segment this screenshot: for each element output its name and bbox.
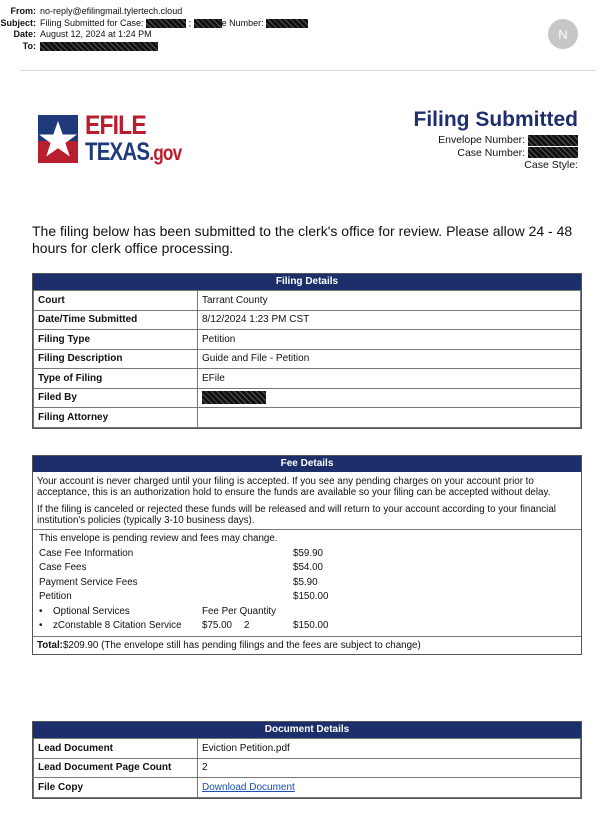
table-row	[34, 369, 581, 389]
row-label: Filing Type	[34, 330, 198, 350]
row-value: Eviction Petition.pdf	[198, 739, 581, 759]
row-label: File Copy	[34, 778, 198, 798]
fee-item-label: Payment Service Fees	[39, 576, 138, 588]
total-value: $209.90 (The envelope still has pending filings and the fees are subject to change)	[62, 639, 421, 651]
table-row	[34, 349, 581, 369]
row-label: Lead Document Page Count	[34, 758, 198, 778]
fee-item-label: Case Fee Information	[39, 547, 134, 559]
optional-services-row	[39, 605, 575, 620]
document-details-header: Document Details	[33, 722, 581, 738]
fee-item-label: Case Fees	[39, 562, 87, 573]
fee-notice-paragraph: Your account is never charged until your filing is accepted. If you see any pending charges on your account prior to acceptance, this is an authorization hold to ensure the funds are available so your filing can be accepted without delay.	[37, 476, 551, 498]
table-row	[34, 739, 581, 759]
row-value	[198, 408, 581, 428]
subject-value	[40, 18, 308, 30]
to-label: To:	[22, 40, 36, 51]
table-row	[34, 778, 581, 798]
fee-item	[39, 590, 575, 605]
download-document-link[interactable]: Download Document	[202, 781, 295, 793]
total-label: Total:	[37, 639, 63, 651]
redaction	[528, 135, 578, 146]
document-details-table	[32, 721, 582, 799]
subject-prefix: Filing Submitted for Case:	[40, 17, 144, 28]
row-value: Petition	[198, 330, 581, 350]
row-value	[198, 778, 581, 798]
row-label: Lead Document	[34, 739, 198, 759]
row-label: Filing Attorney	[34, 408, 198, 428]
row-value: 2	[198, 758, 581, 778]
row-label: Court	[34, 291, 198, 311]
fee-notice-paragraph: If the filing is canceled or rejected these funds will be released and will return to your account according to your financial institution's policies (typically 3-10 business days).	[37, 504, 556, 526]
subject-label: Subject:	[0, 17, 36, 28]
table-row	[34, 291, 581, 311]
envelope-meta	[438, 134, 578, 172]
filing-details-header: Filing Details	[33, 274, 581, 290]
bullet-icon: •	[39, 620, 43, 631]
fee-item-label: Petition	[39, 591, 72, 602]
logo-efile-text: EFILE	[85, 110, 146, 140]
fee-item	[39, 576, 575, 591]
table-row	[34, 758, 581, 778]
row-label: Filed By	[34, 388, 198, 408]
efile-texas-logo	[38, 110, 188, 170]
divider	[20, 70, 596, 71]
table-row	[34, 388, 581, 408]
fee-item-value: $54.00	[293, 562, 323, 573]
table-row	[34, 310, 581, 330]
fee-item-value: $5.90	[293, 576, 318, 588]
row-value: Guide and File - Petition	[198, 349, 581, 369]
fee-item-value: $59.90	[293, 547, 323, 559]
row-value: 8/12/2024 1:23 PM CST	[198, 310, 581, 330]
page-title: Filing Submitted	[413, 108, 578, 131]
table-row	[34, 408, 581, 428]
redaction	[40, 42, 158, 51]
service-total: $150.00	[293, 620, 329, 631]
date-value: August 12, 2024 at 1:24 PM	[40, 29, 152, 39]
sender-avatar[interactable]: N	[548, 19, 578, 49]
row-label: Date/Time Submitted	[34, 310, 198, 330]
fee-breakdown	[33, 530, 581, 637]
logo-texas: TEXAS	[85, 138, 150, 166]
envelope-number-label: Envelope Number:	[438, 134, 526, 146]
redaction	[266, 19, 308, 28]
fee-total	[33, 637, 581, 654]
date-label: Date:	[13, 29, 36, 39]
subject-separator: ;	[188, 17, 192, 28]
fee-item-value: $150.00	[293, 591, 329, 602]
row-value: Tarrant County	[198, 291, 581, 311]
fee-item	[39, 547, 575, 562]
from-label: From:	[10, 6, 36, 16]
redaction	[528, 147, 578, 158]
redaction	[146, 19, 186, 28]
logo-gov: .gov	[149, 142, 182, 165]
redaction	[194, 19, 222, 28]
from-value[interactable]: no-reply@efilingmail.tylertech.cloud	[40, 6, 183, 16]
fee-notice	[33, 472, 581, 530]
fee-per-quantity-header: Fee Per Quantity	[202, 605, 277, 617]
logo-texas-text	[85, 138, 181, 167]
table-row	[34, 330, 581, 350]
fee-details-header: Fee Details	[33, 456, 581, 472]
intro-text: The filing below has been submitted to the clerk's office for review. Please allow 24 - 48 hours for clerk office processing.	[32, 223, 573, 256]
texas-flag-icon	[38, 115, 78, 163]
service-name: zConstable 8 Citation Service	[53, 620, 182, 631]
service-row	[39, 619, 575, 634]
service-quantity: 2	[244, 620, 250, 631]
service-fee: $75.00	[202, 620, 232, 631]
email-header	[0, 6, 308, 52]
fee-item	[39, 561, 575, 576]
filing-details-table	[32, 273, 582, 429]
bullet-icon: •	[39, 605, 43, 617]
optional-services-label: Optional Services	[53, 605, 130, 617]
pending-note: This envelope is pending review and fees may change.	[39, 533, 278, 544]
case-style-label: Case Style:	[524, 159, 578, 171]
row-value: EFile	[198, 369, 581, 389]
case-number-label: Case Number:	[457, 146, 526, 159]
row-value	[198, 388, 581, 408]
redaction	[202, 391, 266, 404]
subject-number-label: e Number:	[221, 17, 264, 28]
row-label: Filing Description	[34, 349, 198, 369]
fee-details-table	[32, 455, 582, 655]
row-label: Type of Filing	[34, 369, 198, 389]
